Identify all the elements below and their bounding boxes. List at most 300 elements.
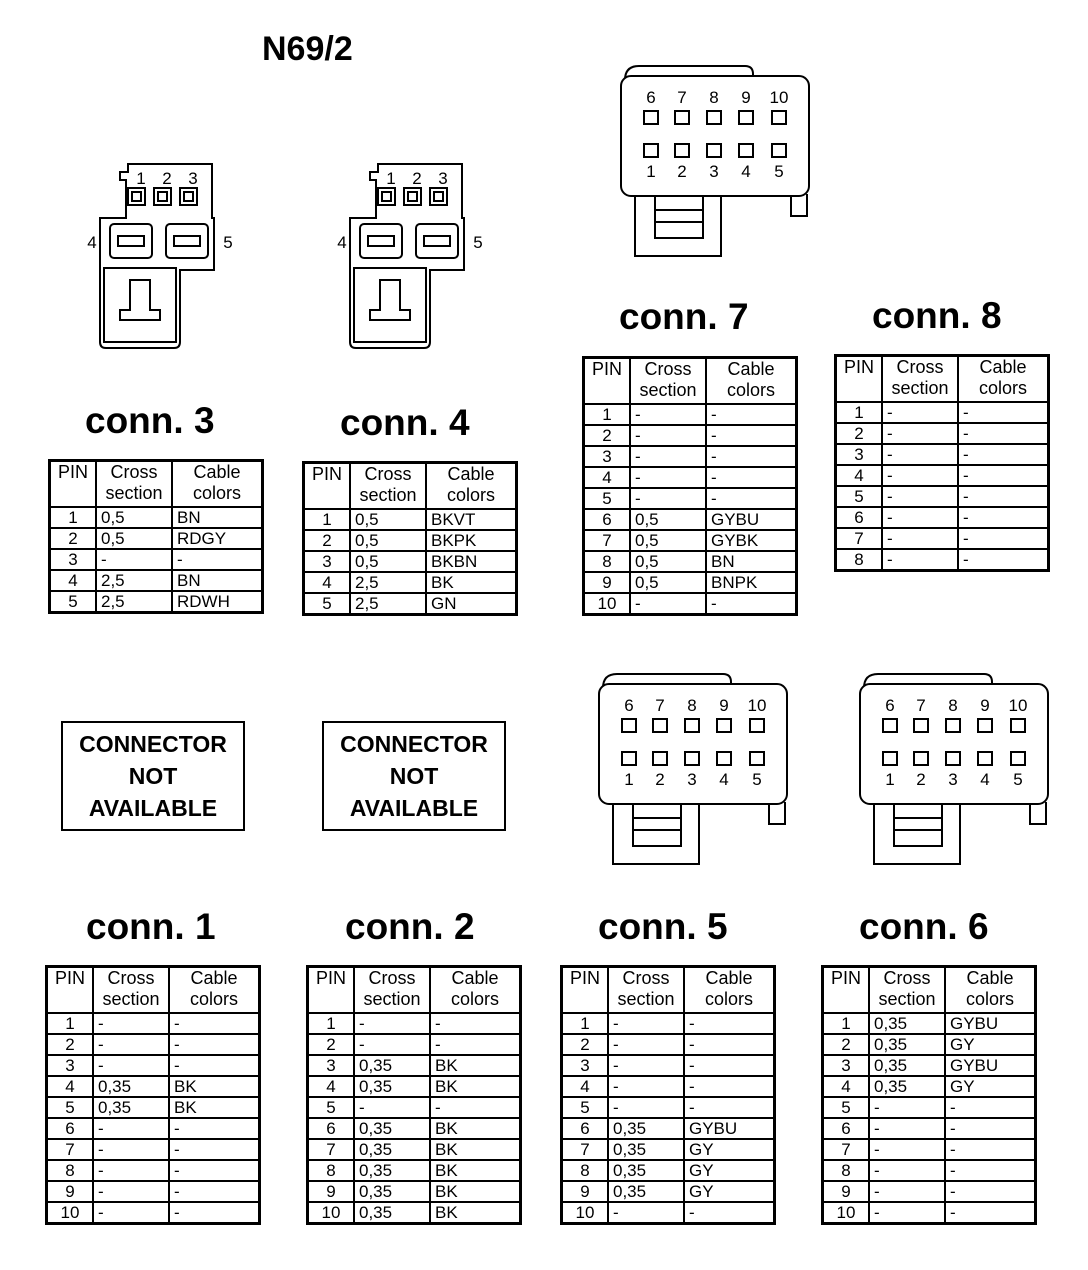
cable-color-cell: - [958,402,1049,423]
table-row [50,591,263,613]
cable-color-cell: - [684,1013,775,1034]
pin-2-label: 2 [655,770,665,789]
pin-cell: 3 [308,1055,355,1076]
pin-5-label: 5 [473,233,483,252]
table-row [50,528,263,549]
table-header-row [836,356,1049,403]
header-cable-colors: Cable colors [169,967,260,1014]
cable-color-cell: - [945,1160,1036,1181]
table-row [562,1034,775,1055]
conn3-pin-table [48,459,264,614]
header-pin: PIN [823,967,870,1014]
cross-section-cell: - [354,1097,430,1118]
cross-section-cell: 0,35 [608,1160,684,1181]
table-row [47,1202,260,1224]
table-row [562,1181,775,1202]
cross-section-cell: 0,5 [350,509,426,530]
table-row [47,1118,260,1139]
header-cable-colors: Cable colors [958,356,1049,403]
pin-3-label: 3 [948,770,958,789]
table-row [308,1097,521,1118]
cross-section-cell: 0,5 [350,530,426,551]
cable-color-cell: BKBN [426,551,517,572]
header-pin: PIN [50,461,97,508]
pin-cell: 2 [562,1034,609,1055]
cable-color-cell: BK [169,1097,260,1118]
cable-color-cell: GY [684,1139,775,1160]
pin-cell: 5 [50,591,97,613]
cross-section-cell: - [608,1076,684,1097]
pin-cell: 3 [47,1055,94,1076]
cross-section-cell: 0,35 [869,1013,945,1034]
table-row [823,1097,1036,1118]
page-title: N69/2 [262,30,353,68]
cross-section-cell: 0,35 [869,1034,945,1055]
pin-10-terminal [772,111,786,124]
cross-section-cell: - [354,1034,430,1055]
table-row [304,593,517,615]
cable-color-cell: BK [430,1181,521,1202]
pin-7-terminal [914,719,928,732]
pin-cell: 7 [308,1139,355,1160]
cross-section-cell: 2,5 [96,591,172,613]
header-cross-section: Cross section [630,358,706,405]
cable-color-cell: - [706,467,797,488]
cable-color-cell: GYBK [706,530,797,551]
cross-section-cell: 2,5 [350,572,426,593]
table-row [308,1055,521,1076]
pin-7-label: 7 [677,88,687,107]
conn2-title: conn. 2 [345,906,475,947]
pin-cell: 3 [304,551,351,572]
pin-2-label: 2 [677,162,687,181]
cross-section-cell: 0,35 [354,1139,430,1160]
pin-6-label: 6 [624,696,634,715]
conn4-title: conn. 4 [340,402,470,443]
conn2-pin-table [306,965,522,1225]
table-row [50,570,263,591]
conn4-pin-table [302,461,518,616]
cable-color-cell: BK [426,572,517,593]
cross-section-cell: - [96,549,172,570]
table-row [308,1034,521,1055]
conn7-title: conn. 7 [619,296,749,337]
pin-6-terminal [622,719,636,732]
header-cable-colors: Cable colors [426,463,517,510]
pin-4-label: 4 [719,770,729,789]
connector-6-drawing [854,668,1054,868]
cable-color-cell: - [706,404,797,425]
table-row [47,1013,260,1034]
pin-cell: 7 [836,528,883,549]
header-cable-colors: Cable colors [706,358,797,405]
pin-1-terminal [128,188,145,205]
cable-color-cell: - [706,446,797,467]
pin-7-terminal [653,719,667,732]
pin-cell: 7 [47,1139,94,1160]
table-row [823,1034,1036,1055]
pin-cell: 3 [562,1055,609,1076]
pin-cell: 5 [562,1097,609,1118]
pin-2-terminal [914,752,928,765]
cable-color-cell: BK [430,1160,521,1181]
conn6-pin-table [821,965,1037,1225]
cross-section-cell: - [93,1013,169,1034]
cable-color-cell: BKVT [426,509,517,530]
cable-color-cell: BN [172,507,263,528]
cable-color-cell: BK [430,1202,521,1224]
table-row [47,1160,260,1181]
header-cable-colors: Cable colors [945,967,1036,1014]
pin-1-label: 1 [136,169,146,188]
pin-cell: 4 [836,465,883,486]
cable-color-cell: - [169,1034,260,1055]
cable-color-cell: GY [945,1034,1036,1055]
cable-color-cell: - [172,549,263,570]
pin-cell: 7 [562,1139,609,1160]
table-row [584,530,797,551]
pin-cell: 4 [562,1076,609,1097]
connector-7-drawing [615,60,815,260]
cable-color-cell: - [430,1034,521,1055]
cross-section-cell: - [93,1118,169,1139]
pin-cell: 9 [308,1181,355,1202]
cable-color-cell: - [169,1139,260,1160]
table-row [308,1118,521,1139]
table-row [50,507,263,528]
cross-section-cell: 0,5 [630,530,706,551]
pin-3-label: 3 [438,169,448,188]
cross-section-cell: 0,35 [354,1202,430,1224]
cable-color-cell: BNPK [706,572,797,593]
cable-color-cell: - [945,1139,1036,1160]
cable-color-cell: - [958,507,1049,528]
cross-section-cell: - [608,1034,684,1055]
pin-9-label: 9 [980,696,990,715]
pin-cell: 6 [584,509,631,530]
pin-cell: 1 [823,1013,870,1034]
pin-1-label: 1 [386,169,396,188]
cable-color-cell: - [169,1118,260,1139]
cable-color-cell: - [169,1013,260,1034]
pin-1-label: 1 [885,770,895,789]
pin-1-label: 1 [624,770,634,789]
cross-section-cell: 0,35 [608,1139,684,1160]
pin-cell: 9 [584,572,631,593]
pin-9-terminal [717,719,731,732]
table-row [47,1034,260,1055]
table-row [836,486,1049,507]
latch-frame [655,194,703,238]
cross-section-cell: 0,35 [93,1076,169,1097]
table-row [562,1139,775,1160]
pin-cell: 1 [47,1013,94,1034]
table-row [584,404,797,425]
cable-color-cell: GYBU [706,509,797,530]
connector-5-drawing [593,668,793,868]
table-row [823,1202,1036,1224]
cable-color-cell: BKPK [426,530,517,551]
pin-cell: 6 [562,1118,609,1139]
cross-section-cell: - [869,1202,945,1224]
cross-section-cell: - [93,1055,169,1076]
cross-section-cell: - [869,1097,945,1118]
pin-cell: 3 [836,444,883,465]
pin-5-label: 5 [1013,770,1023,789]
cable-color-cell: - [169,1055,260,1076]
cable-color-cell: GYBU [945,1013,1036,1034]
cross-section-cell: - [869,1118,945,1139]
pin-10-label: 10 [1008,696,1028,715]
table-row [47,1055,260,1076]
table-row [47,1097,260,1118]
table-row [584,509,797,530]
table-row [823,1013,1036,1034]
table-header-row [47,967,260,1014]
pin-cell: 6 [836,507,883,528]
pin-cell: 10 [562,1202,609,1224]
pin-4-terminal [739,144,753,157]
cable-color-cell: RDWH [172,591,263,613]
cross-section-cell: 0,5 [96,528,172,549]
pin-cell: 2 [836,423,883,444]
cable-color-cell: - [706,488,797,509]
pin-6-terminal [644,111,658,124]
cross-section-cell: - [882,402,958,423]
cable-color-cell: GYBU [684,1118,775,1139]
table-row [308,1013,521,1034]
cable-color-cell: - [945,1202,1036,1224]
cross-section-cell: - [93,1202,169,1224]
pin-3-terminal [430,188,447,205]
table-row [836,507,1049,528]
pin-cell: 5 [304,593,351,615]
pin-5-terminal [166,224,208,258]
table-row [823,1118,1036,1139]
pin-cell: 2 [308,1034,355,1055]
pin-2-label: 2 [916,770,926,789]
cable-color-cell: - [945,1097,1036,1118]
pin-2-label: 2 [412,169,422,188]
pin-cell: 2 [584,425,631,446]
cross-section-cell: 0,5 [630,509,706,530]
table-header-row [584,358,797,405]
latch-frame [633,802,681,846]
cross-section-cell: 0,35 [869,1076,945,1097]
pin-cell: 2 [304,530,351,551]
pin-8-terminal [707,111,721,124]
pin-5-terminal [1011,752,1025,765]
table-row [584,425,797,446]
conn1-not-available-box: CONNECTOR NOT AVAILABLE [61,721,245,831]
pin-2-terminal [675,144,689,157]
cross-section-cell: 0,35 [354,1181,430,1202]
table-row [836,549,1049,571]
table-row [308,1160,521,1181]
cross-section-cell: - [93,1034,169,1055]
header-cross-section: Cross section [882,356,958,403]
cross-section-cell: 0,35 [354,1076,430,1097]
pin-9-terminal [739,111,753,124]
cross-section-cell: 0,5 [630,572,706,593]
pin-10-terminal [1011,719,1025,732]
pin-cell: 4 [823,1076,870,1097]
pin-cell: 3 [823,1055,870,1076]
pin-5-terminal [416,224,458,258]
cross-section-cell: - [93,1160,169,1181]
cross-section-cell: - [869,1160,945,1181]
cable-color-cell: GY [945,1076,1036,1097]
cross-section-cell: - [630,467,706,488]
conn7-pin-table [582,356,798,616]
pin-8-label: 8 [948,696,958,715]
cross-section-cell: - [882,486,958,507]
table-row [304,509,517,530]
pin-7-label: 7 [655,696,665,715]
table-row [584,551,797,572]
pin-cell: 4 [47,1076,94,1097]
pin-cell: 9 [562,1181,609,1202]
pin-1-terminal [883,752,897,765]
pin-cell: 1 [836,402,883,423]
cross-section-cell: 0,35 [354,1160,430,1181]
pin-cell: 8 [562,1160,609,1181]
cross-section-cell: - [93,1181,169,1202]
cross-section-cell: 0,5 [630,551,706,572]
header-pin: PIN [304,463,351,510]
table-row [836,423,1049,444]
header-cross-section: Cross section [608,967,684,1014]
cable-color-cell: - [169,1181,260,1202]
pin-4-label: 4 [87,233,97,252]
table-row [584,593,797,615]
pin-6-label: 6 [885,696,895,715]
pin-cell: 10 [47,1202,94,1224]
header-cable-colors: Cable colors [684,967,775,1014]
pin-cell: 5 [584,488,631,509]
pin-3-terminal [946,752,960,765]
pin-5-label: 5 [223,233,233,252]
conn2-not-available-box: CONNECTOR NOT AVAILABLE [322,721,506,831]
cable-color-cell: - [958,528,1049,549]
pin-8-terminal [685,719,699,732]
pin-cell: 10 [308,1202,355,1224]
cable-color-cell: - [430,1097,521,1118]
cable-color-cell: RDGY [172,528,263,549]
header-cross-section: Cross section [93,967,169,1014]
cross-section-cell: - [882,444,958,465]
pin-cell: 5 [836,486,883,507]
pin-8-terminal [946,719,960,732]
pin-cell: 4 [308,1076,355,1097]
pin-cell: 8 [584,551,631,572]
pin-10-label: 10 [769,88,789,107]
pin-9-label: 9 [741,88,751,107]
table-row [562,1055,775,1076]
connector-3-drawing [80,158,240,354]
pin-2-terminal [154,188,171,205]
cable-color-cell: - [684,1055,775,1076]
table-row [836,402,1049,423]
cross-section-cell: - [882,465,958,486]
pin-cell: 8 [823,1160,870,1181]
cable-color-cell: GN [426,593,517,615]
cable-color-cell: - [169,1202,260,1224]
pin-4-terminal [978,752,992,765]
conn3-title: conn. 3 [85,400,215,441]
cross-section-cell: 0,35 [869,1055,945,1076]
table-row [562,1202,775,1224]
pin-8-label: 8 [709,88,719,107]
pin-4-terminal [717,752,731,765]
table-row [304,572,517,593]
conn6-title: conn. 6 [859,906,989,947]
cross-section-cell: - [882,549,958,571]
table-header-row [50,461,263,508]
cross-section-cell: - [608,1013,684,1034]
table-row [562,1097,775,1118]
cross-section-cell: - [93,1139,169,1160]
pin-9-label: 9 [719,696,729,715]
pin-4-label: 4 [741,162,751,181]
table-row [308,1139,521,1160]
cross-section-cell: - [882,528,958,549]
pin-8-label: 8 [687,696,697,715]
cross-section-cell: - [630,488,706,509]
table-header-row [562,967,775,1014]
cable-color-cell: BK [169,1076,260,1097]
conn1-title: conn. 1 [86,906,216,947]
pin-5-terminal [750,752,764,765]
cross-section-cell: - [882,507,958,528]
conn1-pin-table [45,965,261,1225]
pin-cell: 1 [50,507,97,528]
pin-cell: 5 [308,1097,355,1118]
cable-color-cell: - [684,1097,775,1118]
cable-color-cell: - [958,444,1049,465]
cable-color-cell: - [958,423,1049,444]
pin-1-terminal [378,188,395,205]
table-row [584,446,797,467]
pin-cell: 2 [50,528,97,549]
cable-color-cell: BK [430,1118,521,1139]
cross-section-cell: - [630,446,706,467]
cross-section-cell: 0,35 [354,1055,430,1076]
cable-color-cell: - [169,1160,260,1181]
cable-color-cell: GYBU [945,1055,1036,1076]
cable-color-cell: GY [684,1181,775,1202]
pin-cell: 1 [584,404,631,425]
cross-section-cell: 2,5 [96,570,172,591]
cable-color-cell: - [958,549,1049,571]
cable-color-cell: - [684,1034,775,1055]
cable-color-cell: BK [430,1055,521,1076]
cross-section-cell: - [608,1055,684,1076]
pin-3-terminal [180,188,197,205]
cable-color-cell: BK [430,1076,521,1097]
pin-7-label: 7 [916,696,926,715]
pin-2-terminal [653,752,667,765]
pin-cell: 4 [304,572,351,593]
table-row [584,488,797,509]
conn5-pin-table [560,965,776,1225]
pin-6-label: 6 [646,88,656,107]
header-pin: PIN [47,967,94,1014]
cross-section-cell: - [630,593,706,615]
cross-section-cell: 0,35 [608,1181,684,1202]
pin-5-label: 5 [774,162,784,181]
cable-color-cell: - [958,465,1049,486]
